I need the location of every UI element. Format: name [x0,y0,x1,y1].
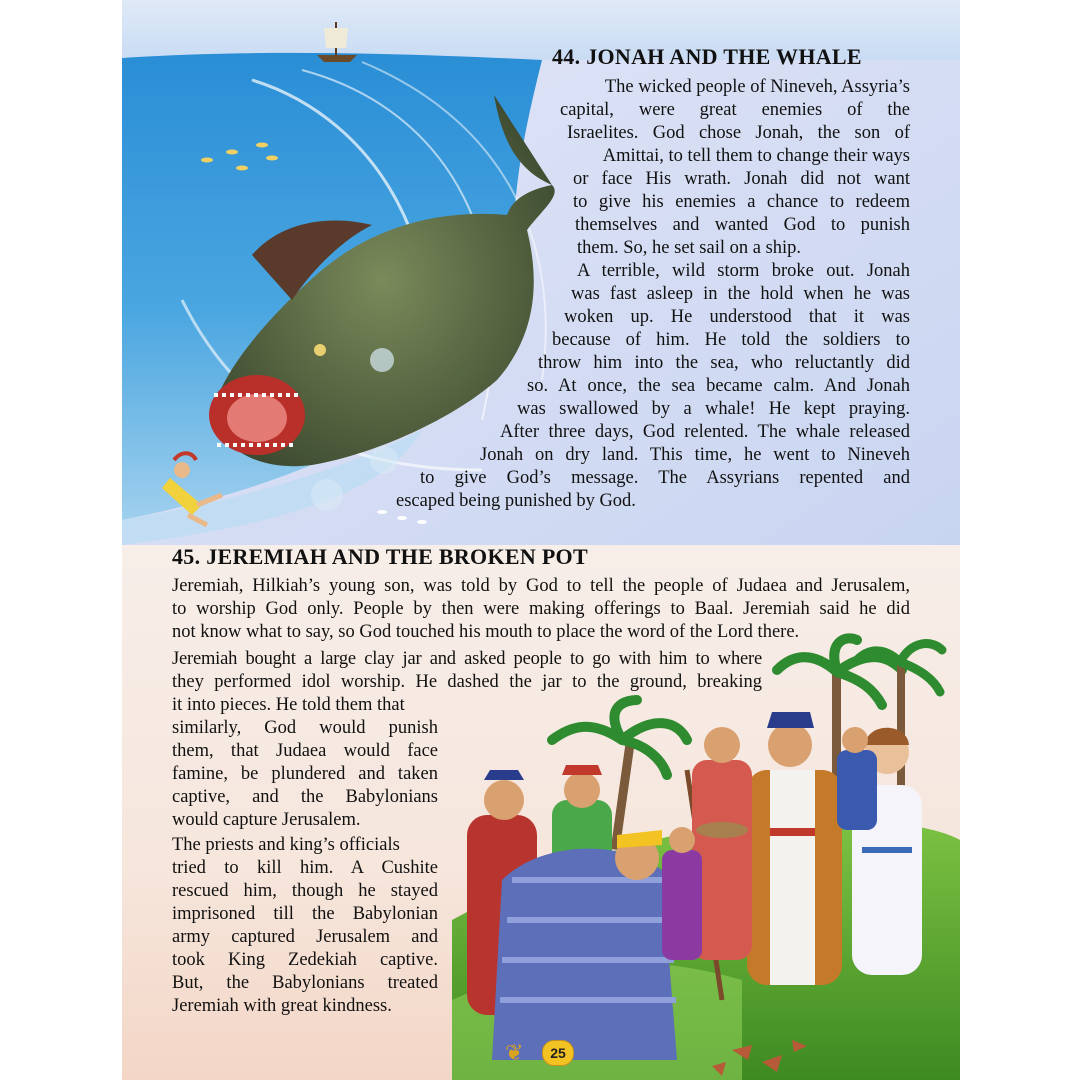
ornament-icon: ❦ [505,1041,524,1066]
text-line: themselves and wanted God to punish [575,215,910,235]
text-line: capital, were great enemies of the [560,100,910,120]
text-line: famine, be plundered and taken [172,764,438,784]
text-line: similarly, God would punish [172,718,438,738]
text-line: not know what to say, so God touched his mouth to place the word of the Lord there. [172,622,800,642]
text-line: A terrible, wild storm broke out. Jonah [577,261,910,281]
book-page [122,0,960,1080]
text-line: or face His wrath. Jonah did not want [573,169,910,189]
text-line: was swallowed by a whale! He kept praying. [517,399,910,419]
text-line: to give his enemies a chance to redeem [573,192,910,212]
text-line: The wicked people of Nineveh, Assyria’s [604,77,910,97]
text-line: rescued him, though he stayed [172,881,438,901]
text-line: The priests and king’s officials [172,835,400,855]
section-title-45: 45. JEREMIAH AND THE BROKEN POT [172,544,588,569]
text-line: escaped being punished by God. [396,491,636,511]
text-line: Jeremiah bought a large clay jar and asked people to go with him to where [172,649,762,669]
text-line: Amittai, to tell them to change their ways [602,146,910,166]
text-line: them, that Judaea would face [172,741,438,761]
section-title-44: 44. JONAH AND THE WHALE [552,44,862,69]
text-line: took King Zedekiah captive. [172,950,438,970]
text-line: Jonah on dry land. This time, he went to Nineveh [480,445,910,465]
text-line: After three days, God relented. The whale released [500,422,910,442]
text-line: to give God’s message. The Assyrians repented and [420,468,910,488]
text-line: throw him into the sea, who reluctantly did [538,353,910,373]
text-line: Jeremiah with great kindness. [172,996,392,1016]
text-line: army captured Jerusalem and [172,927,438,947]
text-line: it into pieces. He told them that [172,695,405,715]
page-number: 25 [542,1040,574,1066]
text-line: But, the Babylonians treated [172,973,438,993]
text-line: captive, and the Babylonians [172,787,438,807]
text-line: they performed idol worship. He dashed the jar to the ground, breaking [172,672,762,692]
text-line: them. So, he set sail on a ship. [577,238,802,258]
text-line: was fast asleep in the hold when he was [571,284,910,304]
text-line: because of him. He told the soldiers to [552,330,910,350]
text-line: to worship God only. People by then were making offerings to Baal. Jeremiah said he did [172,599,910,619]
text-line: imprisoned till the Babylonian [172,904,438,924]
text-line: so. At once, the sea became calm. And Jonah [527,376,910,396]
text-line: woken up. He understood that it was [564,307,910,327]
text-line: would capture Jerusalem. [172,810,361,830]
text-line: tried to kill him. A Cushite [172,858,438,878]
text-line: Jeremiah, Hilkiah’s young son, was told by God to tell the people of Judaea and Jerusalem, [172,576,910,596]
text-line: Israelites. God chose Jonah, the son of [567,123,910,143]
